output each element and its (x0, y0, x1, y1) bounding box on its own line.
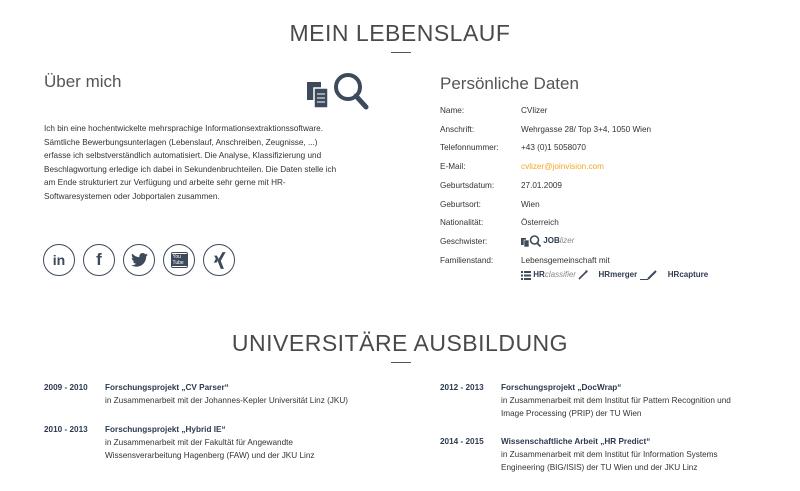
about-line: Softwaresystemen oder Jobportalen zusammen. (44, 191, 220, 201)
pd-label: Name: (440, 106, 465, 115)
brand-bold: JOB (543, 236, 560, 246)
personal-title: Persönliche Daten (440, 74, 579, 93)
partner-logos (521, 270, 708, 280)
edu-desc-line: in Zusammenarbeit mit dem Institut für Information Systems (501, 450, 718, 459)
twitter-button[interactable] (123, 244, 155, 276)
about-text (44, 122, 374, 203)
hrmerger-logo[interactable] (599, 270, 660, 279)
document-search-icon (521, 235, 541, 247)
facebook-icon: f (96, 250, 102, 269)
about-line: Sämtliche Bewerbungsunterlagen (Lebenslauf, Anschreiben, Zeugnisse, ...) (44, 137, 318, 147)
pd-label: E-Mail: (440, 162, 466, 171)
linkedin-button[interactable] (43, 244, 75, 276)
list-icon (521, 270, 531, 280)
edu-desc-line: Image Processing (PRIP) der TU Wien (501, 408, 642, 418)
pd-value: Österreich (521, 218, 559, 227)
joblizer-logo[interactable] (521, 235, 574, 247)
edu-years: 2014 - 2015 (440, 437, 484, 446)
twitter-icon (131, 253, 148, 267)
edu-project: Forschungsprojekt „CV Parser“ (105, 383, 229, 392)
hrcapture-logo[interactable] (668, 270, 708, 279)
edu-project: Forschungsprojekt „DocWrap“ (501, 383, 622, 392)
youtube-button[interactable] (163, 244, 195, 276)
about-line: am Ende strukturiert zur Verfügung und arbeite sehr gerne mit HR- (44, 178, 286, 187)
pd-value: +43 (0)1 5058070 (521, 143, 586, 152)
education-title: UNIVERSITÄRE AUSBILDUNG (231, 330, 569, 356)
edu-years: 2009 - 2010 (44, 383, 88, 392)
pd-label: Telefonnummer: (440, 143, 499, 152)
social-links (43, 244, 235, 276)
pd-label: Nationalität: (440, 218, 484, 227)
edu-desc-line: in Zusammenarbeit mit der Fakultät für Angewandte (105, 438, 293, 447)
brand-bold: HR (533, 270, 545, 280)
wand-icon (578, 270, 588, 280)
about-line: erfasse ich selbstverständlich automatisiert. Die Analyse, Klassifizierung und (44, 151, 322, 160)
edu-desc (105, 437, 314, 462)
edu-desc-line: in Zusammenarbeit mit der Johannes-Kepler Universität Linz (JKU) (105, 396, 348, 405)
pd-value: Wehrgasse 28/ Top 3+4, 1050 Wien (521, 125, 652, 134)
linkedin-icon: in (52, 252, 66, 268)
youtube-icon (171, 252, 188, 268)
about-title: Über mich (44, 72, 122, 91)
edu-desc (105, 395, 348, 408)
title-divider (391, 362, 411, 363)
pd-value: 27.01.2009 (521, 181, 562, 190)
email-link[interactable]: cvlizer@joinvision.com (521, 162, 604, 171)
pd-label: Geschwister: (440, 237, 488, 246)
brand-bold: HRmerger (598, 270, 638, 280)
document-search-icon (305, 70, 369, 110)
edu-desc (501, 449, 718, 474)
edu-project: Forschungsprojekt „Hybrid IE“ (105, 425, 226, 434)
about-line: Ich bin eine hochentwickelte mehrsprachige Informationsextraktionssoftware. (44, 124, 323, 133)
xing-icon (212, 252, 226, 269)
edu-desc (501, 395, 731, 420)
edu-project: Wissenschaftliche Arbeit „HR Predict“ (501, 437, 651, 446)
youtube-label: You Tube (172, 254, 187, 266)
about-line: Beschlagwortung erledige ich dabei in Sekundenbruchteilen. Die Daten stelle ich (44, 164, 337, 174)
edu-years: 2010 - 2013 (44, 425, 88, 434)
edu-desc-line: Wissensverarbeitung Hagenberg (FAW) und der JKU Linz (105, 450, 315, 460)
hrclassifier-logo[interactable] (521, 270, 591, 279)
pen-icon (640, 270, 658, 280)
pd-value: Wien (521, 200, 540, 209)
page-title: MEIN LEBENSLAUF (289, 20, 511, 46)
pd-label: Anschrift: (440, 125, 475, 134)
pd-label: Geburtsdatum: (440, 181, 495, 190)
xing-button[interactable] (203, 244, 235, 276)
edu-desc-line: in Zusammenarbeit mit dem Institut für Pattern Recognition und (501, 396, 731, 405)
edu-desc-line: Engineering (BIG/ISIS) der TU Wien und der JKU Linz (501, 462, 698, 472)
brand-light: lizer (559, 236, 575, 246)
pd-label: Geburtsort: (440, 200, 481, 209)
brand-bold: HRcapture (667, 270, 709, 280)
edu-years: 2012 - 2013 (440, 383, 484, 392)
brand-light: classifier (544, 270, 576, 280)
title-divider (391, 52, 411, 53)
pd-value: CVlizer (521, 106, 548, 115)
pd-label: Familienstand: (440, 256, 494, 265)
facebook-button[interactable] (83, 244, 115, 276)
pd-value: Lebensgemeinschaft mit (521, 256, 610, 265)
